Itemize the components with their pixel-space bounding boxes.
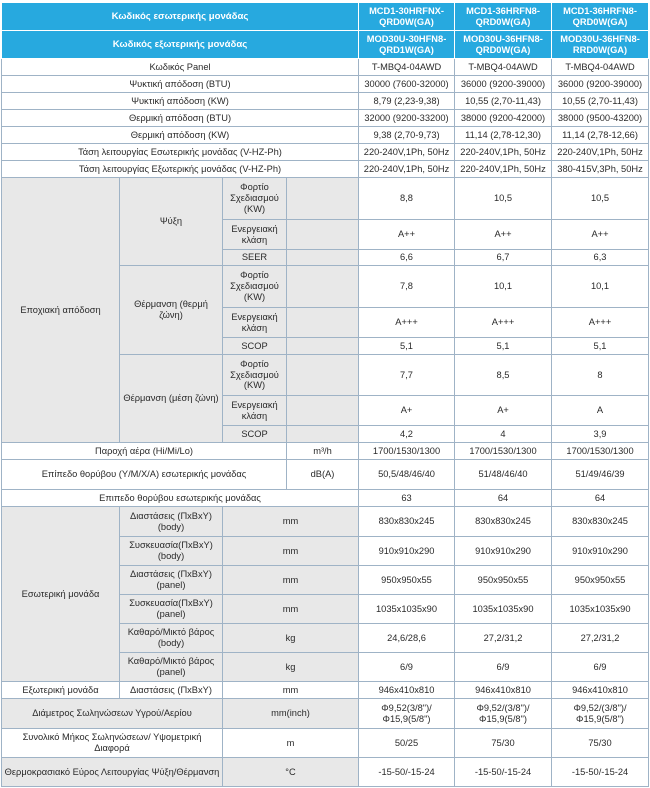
value-cell: 27,2/31,2 — [552, 624, 649, 653]
spec-row-cooling-kw — [2, 93, 649, 110]
unit-cell: m³/h — [287, 443, 359, 460]
seasonal-row — [2, 178, 649, 220]
seasonal-label: Εποχιακή απόδοση — [2, 178, 120, 443]
spec-row-airflow — [2, 443, 649, 460]
value-cell: -15-50/-15-24 — [359, 758, 455, 787]
spec-row-cooling-btu — [2, 76, 649, 93]
value-cell: 64 — [455, 490, 552, 507]
sub-label: Φορτίο Σχεδιασμού (KW) — [223, 355, 287, 396]
row-label: Θερμοκρασιακό Εύρος Λειτουργίας Ψύξη/Θέρμανση — [2, 758, 223, 787]
value-cell: 27,2/31,2 — [455, 624, 552, 653]
row-label: Ψυκτική απόδοση (BTU) — [2, 76, 359, 93]
unit-cell: kg — [223, 624, 359, 653]
value-cell: 36000 (9200-39000) — [455, 76, 552, 93]
row-label: Τάση λειτουργίας Εσωτερικής μονάδας (V-HZ-Ph) — [2, 144, 359, 161]
value-cell: -15-50/-15-24 — [455, 758, 552, 787]
value-cell: 9,38 (2,70-9,73) — [359, 127, 455, 144]
header-row-outdoor-code — [2, 31, 649, 59]
value-cell: 4 — [455, 426, 552, 443]
value-cell: 8 — [552, 355, 649, 396]
sub-label: Διαστάσεις (ΠxΒxΥ) — [120, 682, 223, 699]
unit-cell — [287, 266, 359, 308]
value-cell: 6/9 — [359, 653, 455, 682]
unit-cell: mm(inch) — [223, 699, 359, 729]
value-cell: A++ — [552, 220, 649, 250]
spec-row-pipe-length — [2, 729, 649, 758]
row-label: Κωδικός Panel — [2, 59, 359, 76]
value-cell: 75/30 — [552, 729, 649, 758]
value-cell: 380-415V,3Ph, 50Hz — [552, 161, 649, 178]
value-cell: 830x830x245 — [455, 507, 552, 537]
row-label: Θερμική απόδοση (KW) — [2, 127, 359, 144]
row-label: Θερμική απόδοση (BTU) — [2, 110, 359, 127]
sub-label: Φορτίο Σχεδιασμού (KW) — [223, 266, 287, 308]
value-cell: A++ — [359, 220, 455, 250]
unit-cell — [287, 338, 359, 355]
sub-label: SEER — [223, 250, 287, 266]
value-cell: 1035x1035x90 — [552, 595, 649, 624]
sub-label: Διαστάσεις (ΠxΒxΥ) (panel) — [120, 566, 223, 595]
spec-row-pipes — [2, 699, 649, 729]
value-cell: A — [552, 396, 649, 426]
row-label: Συνολικό Μήκος Σωληνώσεων/ Υψομετρική Διαφορά — [2, 729, 223, 758]
value-cell: 5,1 — [359, 338, 455, 355]
value-cell: 10,5 — [552, 178, 649, 220]
row-label: Επιπεδο θορύβου εσωτερικής μονάδας — [2, 490, 359, 507]
indoor-unit-label: Εσωτερική μονάδα — [2, 507, 120, 682]
value-cell: Φ9,52/(3/8")/ Φ15,9(5/8") — [455, 699, 552, 729]
value-cell: 30000 (7600-32000) — [359, 76, 455, 93]
spec-row-panel-code — [2, 59, 649, 76]
value-cell: 63 — [359, 490, 455, 507]
indoor-code-label: Κωδικός εσωτερικής μονάδας — [2, 3, 359, 31]
value-cell: 946x410x810 — [552, 682, 649, 699]
unit-cell: °C — [223, 758, 359, 787]
value-cell: 910x910x290 — [455, 537, 552, 566]
row-label: Παροχή αέρα (Hi/Mi/Lo) — [2, 443, 287, 460]
outdoor-code-3: MOD30U-36HFN8-RRD0W(GA) — [552, 31, 649, 59]
group-label-cooling: Ψύξη — [120, 178, 223, 266]
group-label-heating-average: Θέρμανση (μέση ζώνη) — [120, 355, 223, 443]
unit-cell — [287, 355, 359, 396]
value-cell: 1700/1530/1300 — [359, 443, 455, 460]
unit-cell — [287, 308, 359, 338]
value-cell: 3,9 — [552, 426, 649, 443]
sub-label: Ενεργειακή κλάση — [223, 220, 287, 250]
value-cell: 50,5/48/46/40 — [359, 460, 455, 490]
value-cell: 220-240V,1Ph, 50Hz — [455, 144, 552, 161]
value-cell: 5,1 — [455, 338, 552, 355]
sub-label: Συσκευασία(ΠxΒxΥ) (panel) — [120, 595, 223, 624]
value-cell: 220-240V,1Ph, 50Hz — [359, 161, 455, 178]
value-cell: 1035x1035x90 — [359, 595, 455, 624]
value-cell: 8,5 — [455, 355, 552, 396]
unit-cell — [287, 426, 359, 443]
value-cell: -15-50/-15-24 — [552, 758, 649, 787]
sub-label: Ενεργειακή κλάση — [223, 396, 287, 426]
unit-cell — [287, 178, 359, 220]
value-cell: Φ9,52/(3/8")/ Φ15,9(5/8") — [552, 699, 649, 729]
value-cell: T-MBQ4-04AWD — [359, 59, 455, 76]
unit-cell: m — [223, 729, 359, 758]
value-cell: 910x910x290 — [552, 537, 649, 566]
spec-row-heating-kw — [2, 127, 649, 144]
unit-cell — [287, 250, 359, 266]
value-cell: 950x950x55 — [552, 566, 649, 595]
value-cell: 24,6/28,6 — [359, 624, 455, 653]
sub-label: Καθαρό/Μικτό βάρος (body) — [120, 624, 223, 653]
value-cell: 38000 (9500-43200) — [552, 110, 649, 127]
header-row-indoor-code — [2, 3, 649, 31]
row-label: Επίπεδο θορύβου (Υ/Μ/Χ/Α) εσωτερικής μονάδας — [2, 460, 287, 490]
indoor-row — [2, 507, 649, 537]
value-cell: 910x910x290 — [359, 537, 455, 566]
group-label-heating-warm: Θέρμανση (θερμή ζώνη) — [120, 266, 223, 355]
value-cell: 220-240V,1Ph, 50Hz — [552, 144, 649, 161]
spec-row-temp-range — [2, 758, 649, 787]
value-cell: 5,1 — [552, 338, 649, 355]
sub-label: Διαστάσεις (ΠxΒxΥ) (body) — [120, 507, 223, 537]
value-cell: 10,5 — [455, 178, 552, 220]
unit-cell: dB(A) — [287, 460, 359, 490]
outdoor-code-label: Κωδικός εξωτερικής μονάδας — [2, 31, 359, 59]
outdoor-code-1: MOD30U-30HFN8-QRD1W(GA) — [359, 31, 455, 59]
spec-row-noise-indoor — [2, 460, 649, 490]
sub-label: SCOP — [223, 338, 287, 355]
value-cell: 950x950x55 — [455, 566, 552, 595]
value-cell: 946x410x810 — [455, 682, 552, 699]
value-cell: 220-240V,1Ph, 50Hz — [359, 144, 455, 161]
unit-cell — [287, 396, 359, 426]
sub-label: Ενεργειακή κλάση — [223, 308, 287, 338]
spec-row-noise-indoor-unit — [2, 490, 649, 507]
unit-cell: mm — [223, 566, 359, 595]
value-cell: 51/48/46/40 — [455, 460, 552, 490]
unit-cell: mm — [223, 682, 359, 699]
row-label: Ψυκτική απόδοση (KW) — [2, 93, 359, 110]
value-cell: 4,2 — [359, 426, 455, 443]
value-cell: 11,14 (2,78-12,30) — [455, 127, 552, 144]
value-cell: 1700/1530/1300 — [552, 443, 649, 460]
value-cell: 51/49/46/39 — [552, 460, 649, 490]
value-cell: 1700/1530/1300 — [455, 443, 552, 460]
sub-label: Καθαρό/Μικτό βάρος (panel) — [120, 653, 223, 682]
row-label: Διάμετρος Σωληνώσεων Υγρού/Αερίου — [2, 699, 223, 729]
value-cell: A+++ — [455, 308, 552, 338]
spec-row-outdoor-voltage — [2, 161, 649, 178]
spec-row-heating-btu — [2, 110, 649, 127]
value-cell: A++ — [455, 220, 552, 250]
value-cell: 830x830x245 — [552, 507, 649, 537]
outdoor-unit-label: Εξωτερική μονάδα — [2, 682, 120, 699]
value-cell: 7,8 — [359, 266, 455, 308]
value-cell: 36000 (9200-39000) — [552, 76, 649, 93]
unit-cell: kg — [223, 653, 359, 682]
unit-cell: mm — [223, 595, 359, 624]
value-cell: 32000 (9200-33200) — [359, 110, 455, 127]
spec-row-outdoor-unit — [2, 682, 649, 699]
sub-label: Συσκευασία(ΠxΒxΥ) (body) — [120, 537, 223, 566]
value-cell: T-MBQ4-04AWD — [455, 59, 552, 76]
value-cell: 10,1 — [552, 266, 649, 308]
value-cell: 6,7 — [455, 250, 552, 266]
sub-label: Φορτίο Σχεδιασμού (KW) — [223, 178, 287, 220]
unit-cell: mm — [223, 537, 359, 566]
value-cell: 50/25 — [359, 729, 455, 758]
value-cell: 950x950x55 — [359, 566, 455, 595]
spec-table — [1, 2, 649, 787]
value-cell: A+++ — [359, 308, 455, 338]
value-cell: 11,14 (2,78-12,66) — [552, 127, 649, 144]
value-cell: 8,8 — [359, 178, 455, 220]
value-cell: A+ — [359, 396, 455, 426]
row-label: Τάση λειτουργίας Εξωτερικής μονάδας (V-HZ-Ph) — [2, 161, 359, 178]
value-cell: 75/30 — [455, 729, 552, 758]
value-cell: T-MBQ4-04AWD — [552, 59, 649, 76]
value-cell: A+ — [455, 396, 552, 426]
sub-label: SCOP — [223, 426, 287, 443]
indoor-code-1: MCD1-30HRFNX-QRD0W(GA) — [359, 3, 455, 31]
value-cell: 10,55 (2,70-11,43) — [455, 93, 552, 110]
value-cell: 946x410x810 — [359, 682, 455, 699]
value-cell: 220-240V,1Ph, 50Hz — [455, 161, 552, 178]
value-cell: 10,1 — [455, 266, 552, 308]
value-cell: 8,79 (2,23-9,38) — [359, 93, 455, 110]
value-cell: 6/9 — [552, 653, 649, 682]
value-cell: 6/9 — [455, 653, 552, 682]
value-cell: 1035x1035x90 — [455, 595, 552, 624]
unit-cell — [287, 220, 359, 250]
value-cell: 830x830x245 — [359, 507, 455, 537]
value-cell: 64 — [552, 490, 649, 507]
spec-row-indoor-voltage — [2, 144, 649, 161]
indoor-code-3: MCD1-36HRFN8-QRD0W(GA) — [552, 3, 649, 31]
indoor-code-2: MCD1-36HRFN8-QRD0W(GA) — [455, 3, 552, 31]
unit-cell: mm — [223, 507, 359, 537]
value-cell: Φ9,52(3/8")/ Φ15,9(5/8") — [359, 699, 455, 729]
value-cell: 6,3 — [552, 250, 649, 266]
value-cell: 6,6 — [359, 250, 455, 266]
value-cell: 7,7 — [359, 355, 455, 396]
outdoor-code-2: MOD30U-36HFN8-QRD0W(GA) — [455, 31, 552, 59]
value-cell: 38000 (9200-42000) — [455, 110, 552, 127]
value-cell: 10,55 (2,70-11,43) — [552, 93, 649, 110]
value-cell: A+++ — [552, 308, 649, 338]
